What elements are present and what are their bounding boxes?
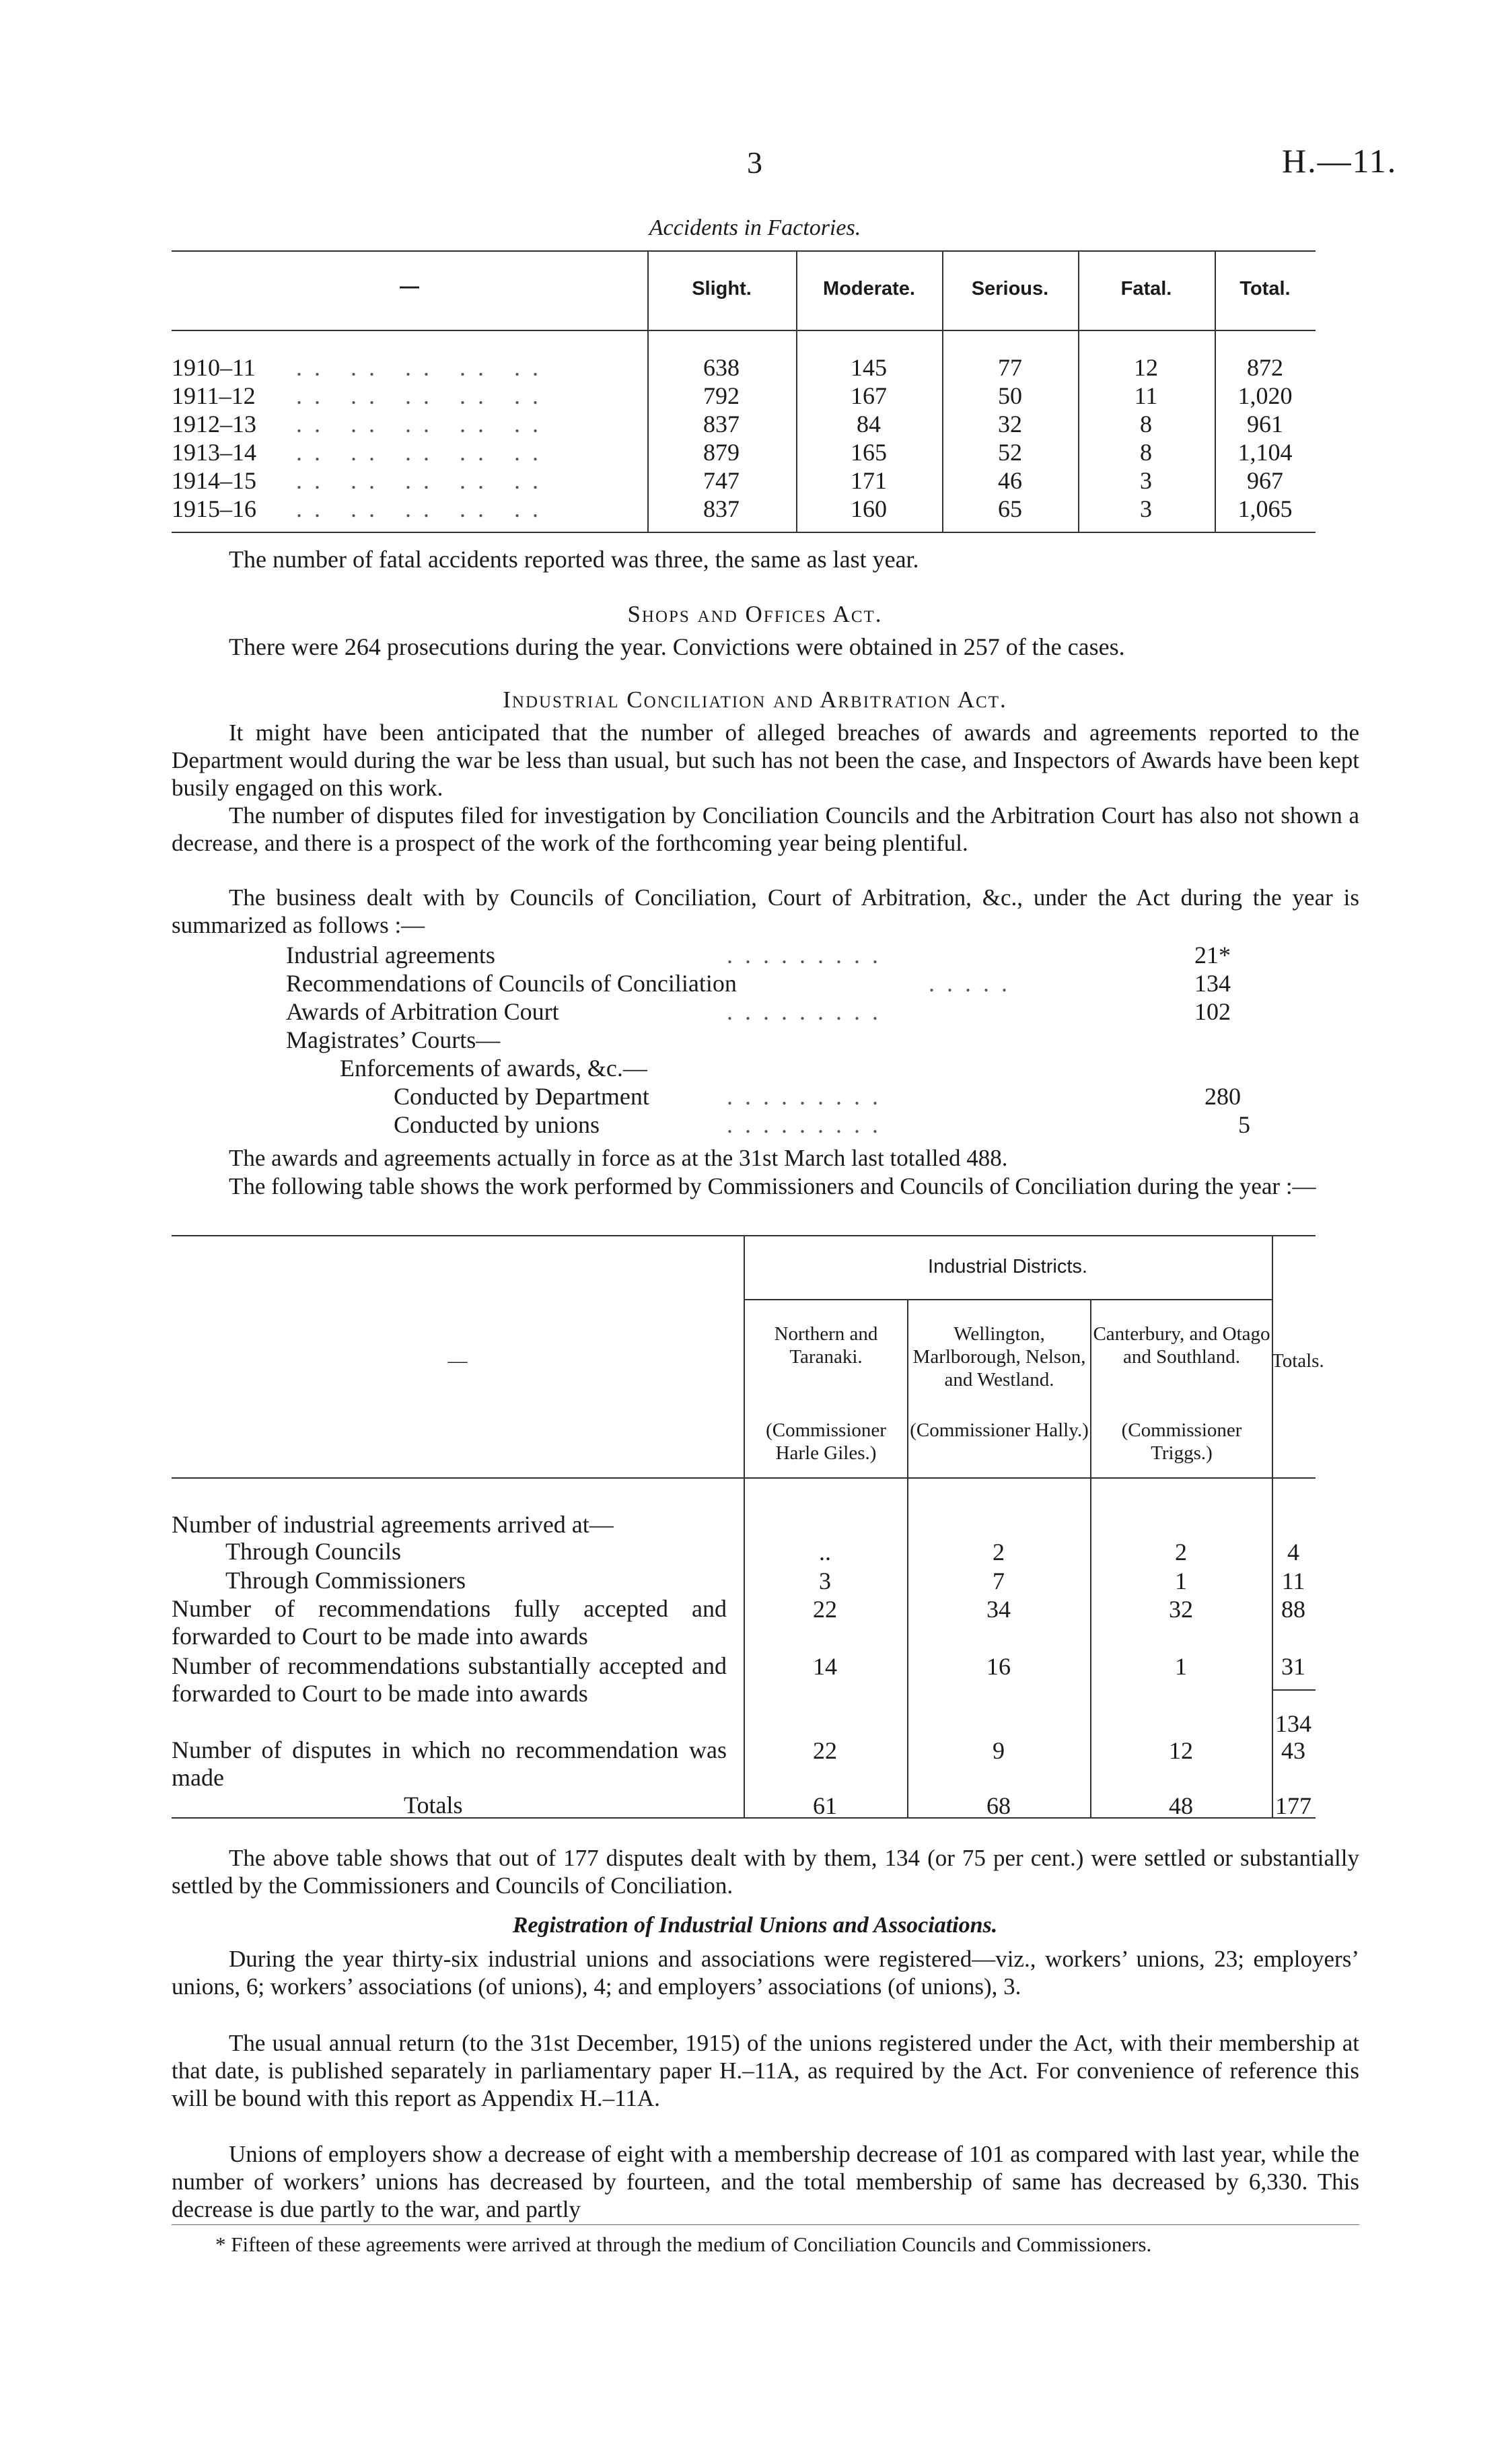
factory-cell: 1,065: [1237, 495, 1293, 522]
summary-label: Industrial agreements: [286, 942, 495, 969]
district-cell: 9: [993, 1737, 1005, 1764]
summary-value: 102: [1194, 998, 1231, 1025]
factory-cell: 46: [998, 467, 1022, 494]
district-northern: Northern and Taranaki.: [774, 1323, 878, 1368]
district-cell: 134: [1275, 1710, 1311, 1737]
district-row-label: Totals: [404, 1792, 463, 1819]
commissioner-hally: (Commissioner Hally.): [910, 1419, 1089, 1441]
district-row-label: Through Commissioners: [225, 1567, 466, 1594]
fatal-note: The number of fatal accidents reported was three, the same as last year.: [229, 546, 919, 573]
shops-text: There were 264 prosecutions during the year. Convictions were obtained in 257 of the cases.: [229, 633, 1125, 660]
district-cell: 34: [986, 1596, 1011, 1623]
ica-paragraph-1: It might have been anticipated that the number of alleged breaches of awards and agreements reported to the Department would during the war be less than usual, but such has not been the case, and Inspectors of Awards have been kept busily engaged on this work.: [172, 719, 1359, 801]
factory-row-year: 1911–12: [172, 382, 256, 409]
factory-header-moderate: Moderate.: [823, 278, 915, 300]
factory-row-year: 1913–14: [172, 439, 256, 466]
ica-paragraph-5: The following table shows the work performed by Commissioners and Councils of Conciliation during the year :—: [229, 1173, 1316, 1199]
district-row-label: Number of industrial agreements arrived at—: [172, 1511, 614, 1538]
district-cell: 1: [1175, 1653, 1187, 1680]
factory-cell: 879: [703, 439, 740, 466]
district-canterbury: Canterbury, and Otago and Southland.: [1093, 1323, 1270, 1368]
summary-label: Awards of Arbitration Court: [286, 998, 559, 1025]
factory-cell: 84: [857, 411, 881, 437]
paper-code: H.—11.: [1282, 142, 1398, 180]
district-cell: 31: [1281, 1653, 1305, 1680]
factory-cell: 837: [703, 495, 740, 522]
factory-cell: 32: [998, 411, 1022, 437]
ica-paragraph-3: The business dealt with by Councils of Conciliation, Court of Arbitration, &c., under the Act during the year is summarized as follows :—: [172, 884, 1359, 938]
factory-cell: 171: [851, 467, 887, 494]
summary-value: 134: [1194, 970, 1231, 997]
factory-row-year: 1914–15: [172, 467, 256, 494]
district-cell: 43: [1281, 1737, 1305, 1764]
district-cell: 16: [986, 1653, 1011, 1680]
district-cell: 7: [993, 1568, 1005, 1594]
factory-cell: 52: [998, 439, 1022, 466]
district-cell: 68: [986, 1792, 1011, 1819]
district-row-label: Number of disputes in which no recommendation was made: [172, 1736, 727, 1791]
footnote: * Fifteen of these agreements were arrived at through the medium of Conciliation Councils and Commissioners.: [215, 2232, 1152, 2256]
district-cell: 2: [1175, 1539, 1187, 1565]
factory-cell: 160: [851, 495, 887, 522]
ica-paragraph-2: The number of disputes filed for investigation by Conciliation Councils and the Arbitration Court has also not shown a decrease, and there is a prospect of the work of the forthcoming year being plentiful.: [172, 802, 1359, 856]
district-row-label: Through Councils: [225, 1538, 401, 1565]
districts-header-totals: Totals.: [1272, 1350, 1324, 1372]
district-wellington: Wellington, Marlborough, Nelson, and Westland.: [912, 1323, 1086, 1391]
factory-cell: 967: [1247, 467, 1283, 494]
district-cell: 61: [813, 1792, 837, 1819]
district-cell: 1: [1175, 1568, 1187, 1594]
district-cell: 32: [1169, 1596, 1193, 1623]
district-cell: 14: [813, 1653, 837, 1680]
summary-label: Conducted by Department: [394, 1083, 649, 1110]
summary-label: Enforcements of awards, &c.—: [340, 1055, 647, 1082]
factory-table-title: Accidents in Factories.: [649, 215, 861, 240]
ica-paragraph-4: The awards and agreements actually in force as at the 31st March last totalled 488.: [229, 1145, 1008, 1171]
page-number: 3: [747, 145, 762, 180]
factory-cell: 8: [1140, 439, 1152, 466]
factory-cell: 747: [703, 467, 740, 494]
district-cell: 22: [813, 1737, 837, 1764]
district-cell: 48: [1169, 1792, 1193, 1819]
factory-header-blank: —: [400, 276, 419, 297]
registration-paragraph-2: The usual annual return (to the 31st December, 1915) of the unions registered under the Act, with their membership at that date, is published separately in parliamentary paper H.–11A, as required by the Act. For convenience of reference this will be bound with this report as Appendix H.–11A.: [172, 2030, 1359, 2111]
factory-cell: 837: [703, 411, 740, 437]
factory-cell: 145: [851, 354, 887, 381]
shops-heading: Shops and Offices Act.: [627, 601, 883, 627]
factory-header-fatal: Fatal.: [1120, 278, 1172, 300]
summary-label: Conducted by unions: [394, 1111, 600, 1138]
summary-label: Magistrates’ Courts—: [286, 1026, 501, 1053]
district-cell: 3: [819, 1568, 831, 1594]
factory-cell: 1,020: [1237, 382, 1293, 409]
ica-heading: Industrial Conciliation and Arbitration Act.: [503, 687, 1007, 713]
factory-cell: 12: [1134, 354, 1158, 381]
summary-value: 21*: [1194, 942, 1231, 969]
district-row-label: Number of recommendations substantially accepted and forwarded to Court to be made into awards: [172, 1652, 727, 1707]
factory-header-serious: Serious.: [971, 278, 1049, 300]
commissioner-giles: (Commissioner Harle Giles.): [766, 1419, 886, 1464]
factory-cell: 638: [703, 354, 740, 381]
summary-label: Recommendations of Councils of Conciliation: [286, 970, 737, 997]
district-cell: ..: [819, 1539, 831, 1565]
registration-paragraph-1: During the year thirty-six industrial unions and associations were registered—viz., workers’ unions, 23; employers’ unions, 6; workers’ associations (of unions), 4; and employers’ associations (of unions), 3.: [172, 1946, 1359, 2000]
factory-cell: 3: [1140, 467, 1152, 494]
factory-cell: 872: [1247, 354, 1283, 381]
district-cell: 177: [1275, 1792, 1311, 1819]
district-row-label: Number of recommendations fully accepted and forwarded to Court to be made into awards: [172, 1595, 727, 1650]
district-cell: 4: [1287, 1539, 1299, 1565]
summary-value: 5: [1238, 1111, 1250, 1138]
factory-cell: 77: [998, 354, 1022, 381]
district-cell: 22: [813, 1596, 837, 1623]
factory-cell: 792: [703, 382, 740, 409]
registration-paragraph-3: Unions of employers show a decrease of eight with a membership decrease of 101 as compared with last year, while the number of workers’ unions has decreased by fourteen, and the total membership of same has decreased by 6,330. This decrease is due partly to the war, and partly: [172, 2141, 1359, 2222]
factory-cell: 165: [851, 439, 887, 466]
districts-summary: The above table shows that out of 177 disputes dealt with by them, 134 (or 75 per cent.) were settled or substantially settled by the Commissioners and Councils of Conciliation.: [172, 1845, 1359, 1899]
districts-group-header: Industrial Districts.: [928, 1256, 1087, 1277]
factory-row-year: 1912–13: [172, 411, 256, 437]
factory-cell: 65: [998, 495, 1022, 522]
commissioner-triggs: (Commissioner Triggs.): [1121, 1419, 1242, 1464]
district-cell: 12: [1169, 1737, 1193, 1764]
factory-cell: 1,104: [1237, 439, 1293, 466]
factory-cell: 50: [998, 382, 1022, 409]
district-cell: 88: [1281, 1596, 1305, 1623]
factory-row-year: 1915–16: [172, 495, 256, 522]
district-cell: 2: [993, 1539, 1005, 1565]
factory-cell: 167: [851, 382, 887, 409]
factory-cell: 8: [1140, 411, 1152, 437]
districts-header-blank: —: [447, 1350, 468, 1372]
district-cell: 11: [1281, 1568, 1305, 1594]
factory-cell: 3: [1140, 495, 1152, 522]
factory-cell: 961: [1247, 411, 1283, 437]
factory-header-slight: Slight.: [692, 278, 752, 300]
registration-heading: Registration of Industrial Unions and Associations.: [512, 1913, 998, 1938]
factory-row-year: 1910–11: [172, 354, 256, 381]
factory-header-total: Total.: [1239, 278, 1291, 300]
factory-cell: 11: [1134, 382, 1158, 409]
summary-value: 280: [1205, 1083, 1241, 1110]
